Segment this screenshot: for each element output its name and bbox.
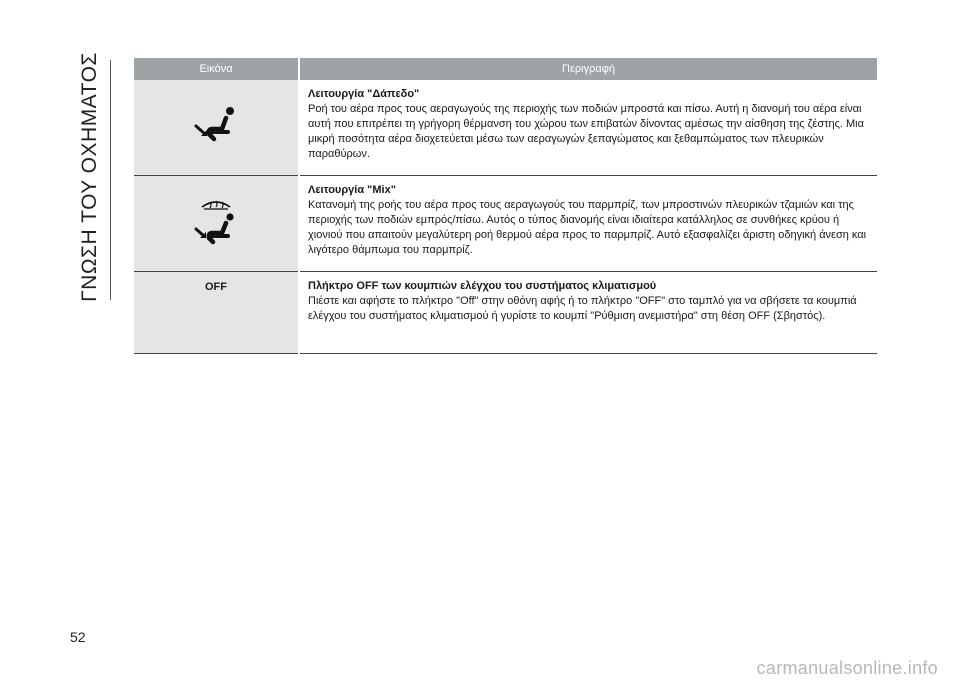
mode-title: Πλήκτρο OFF των κουμπιών ελέγχου του συστήματος κλιματισμού bbox=[308, 280, 657, 292]
section-title bbox=[70, 52, 110, 302]
table-row bbox=[134, 80, 877, 176]
description-cell bbox=[299, 272, 877, 354]
mode-description: Κατανομή της ροής του αέρα προς τους αεραγωγούς του παρμπρίζ, των μπροστινών πλευρικών τζαμιών και της περιοχής των ποδιών εμπρός/πίσω. Αυτός ο τύπος διανομής είναι ιδιαίτερα κατάλληλος σε συνθήκες κρύου ή χιονιού που απαιτούν μεγαλύτερη ροή θερμού αέρα προς το παρμπρίζ. Αυτό εξασφαλίζει άριστη οδηγική άνεση και λιγότερο θάμπωμα του παρμπρίζ. bbox=[308, 199, 867, 256]
header-image: Εικόνα bbox=[134, 58, 299, 80]
section-title-text: ΓΝΩΣΗ ΤΟΥ ΟΧΗΜΑΤΟΣ bbox=[78, 52, 102, 302]
feet-airflow-icon bbox=[188, 105, 244, 150]
image-cell bbox=[134, 272, 299, 354]
watermark: carmanualsonline.info bbox=[756, 658, 938, 678]
section-divider bbox=[110, 60, 111, 300]
image-cell bbox=[134, 176, 299, 272]
windshield-feet-airflow-icon bbox=[188, 195, 244, 252]
table-row bbox=[134, 176, 877, 272]
off-label: OFF bbox=[205, 281, 227, 293]
description-cell bbox=[299, 176, 877, 272]
airflow-modes-table bbox=[134, 58, 877, 354]
description-cell bbox=[299, 80, 877, 176]
header-description: Περιγραφή bbox=[299, 58, 877, 80]
image-cell bbox=[134, 80, 299, 176]
mode-title: Λειτουργία "Mix" bbox=[308, 184, 396, 196]
page-number: 52 bbox=[70, 629, 86, 645]
table-row bbox=[134, 272, 877, 354]
mode-title: Λειτουργία "Δάπεδο" bbox=[308, 88, 420, 100]
mode-description: Ροή του αέρα προς τους αεραγωγούς της περιοχής των ποδιών μπροστά και πίσω. Αυτή η διανομή του αέρα είναι αυτή που επιτρέπει τη γρήγορη θέρμανση του χώρου των επιβατών δίνοντας αμέσως την αίσθηση της ζέστης. Μια μικρή ποσότητα αέρα διοχετεύεται μέσω των αεραγωγών ξεπαγώματος και ξεθαμπώματος των πλευρικών παραθύρων. bbox=[308, 103, 864, 160]
table-header-row bbox=[134, 58, 877, 80]
mode-description: Πιέστε και αφήστε το πλήκτρο "Off" στην οθόνη αφής ή το πλήκτρο "OFF" στο ταμπλό για να σβήσετε τα κουμπιά ελέγχου του συστήματος κλιματισμού ή γυρίστε το κουμπί "Ρύθμιση ανεμιστήρα" στη θέση OFF (Σβηστός). bbox=[308, 295, 857, 322]
